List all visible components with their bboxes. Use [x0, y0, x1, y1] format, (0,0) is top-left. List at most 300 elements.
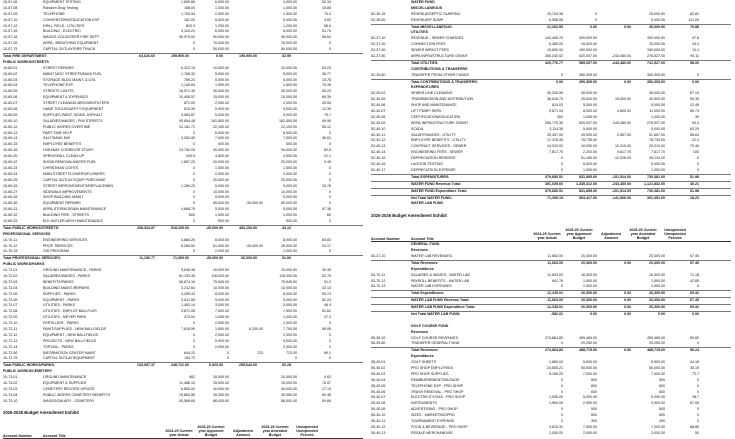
amount-cell: 2,611.65: [181, 297, 195, 302]
amount-cell: 71,000.00: [173, 256, 189, 261]
amount-cell: 0: [697, 162, 699, 167]
amount-cell: 10,000.00: [281, 375, 297, 380]
account-number: 10-57-18: [3, 35, 18, 40]
amount-cell: 50,000.00: [213, 47, 229, 52]
amount-cell: 59.82: [690, 335, 699, 340]
amount-cell: 1,500.00: [651, 278, 665, 283]
amount-cell: 503,417.00: [579, 195, 597, 200]
amount-cell: 1,200.00: [283, 23, 297, 28]
amount-cell: 58.64: [690, 132, 699, 137]
account-title: WATER LAB EXPENSES: [411, 284, 452, 289]
account-number: 10-60-16: [3, 148, 18, 153]
amount-cell: 11,663.00: [547, 260, 563, 265]
account-title: CAPITAL OUTLAY/FIRE TRUCK: [43, 47, 96, 52]
amount-cell: 181,500.00: [279, 118, 297, 123]
amount-cell: 0: [329, 218, 331, 223]
amount-cell: 12,245.01: [547, 305, 563, 310]
amount-cell: 20,300.00: [581, 260, 597, 265]
amount-cell: 0.00: [624, 298, 631, 303]
amount-cell: 0: [193, 218, 195, 223]
account-title: Total Expenditures:: [411, 291, 445, 296]
account-number: 10-60-03: [3, 77, 18, 82]
amount-cell: 5,159.20: [549, 371, 563, 376]
amount-cell: 350,305.00: [647, 79, 665, 84]
amount-cell: 76.39: [322, 83, 331, 88]
account-title: SHOW REMOVAL/WATER FUEL: [43, 160, 97, 165]
total-row: [371, 304, 731, 311]
amount-cell: 89.1: [324, 350, 331, 355]
amount-cell: 0: [697, 167, 699, 172]
table-row: [3, 399, 363, 405]
account-title: SUPPLIES - PARKS: [43, 291, 76, 296]
account-title: Expenditures: [411, 266, 434, 271]
amount-cell: 0.00: [658, 311, 665, 316]
amount-cell: 730,381.00: [647, 174, 665, 179]
account-title: TRANSMISSION AND DISTRIBUTION: [411, 97, 474, 102]
amount-cell: 5,000.00: [215, 195, 229, 200]
account-title: TELEPHONE: [43, 11, 65, 16]
amount-cell: 40.21: [690, 181, 699, 186]
amount-cell: 0: [227, 350, 229, 355]
total-row: [3, 225, 363, 232]
exhibit-title: 2025-2026 Budget Amendment Exhibit: [371, 213, 447, 219]
table-row: [371, 168, 731, 174]
amount-cell: 1,960.00: [549, 401, 563, 406]
account-title: EQUIPMENT REPAIRS: [43, 201, 81, 206]
table-row: [3, 219, 363, 225]
amount-cell: -12,026.00: [613, 156, 631, 161]
amount-cell: -35,000.00: [245, 201, 263, 206]
amount-cell: 22,100.00: [213, 124, 229, 129]
account-title: UTILITIES: [411, 30, 428, 35]
amount-cell: 3,262.80: [181, 136, 195, 141]
amount-cell: 473.04: [184, 315, 195, 320]
amount-cell: 0: [193, 171, 195, 176]
amount-cell: 51.98: [690, 174, 699, 179]
account-title: CONNECTION FEES: [411, 42, 446, 47]
account-title: PRO SHOP EMPLOYEES: [411, 365, 454, 370]
account-title: EQUIPMENT & SUPPLIES: [43, 381, 87, 385]
amount-cell: 47.8: [692, 36, 699, 41]
amount-cell: 2,000.00: [651, 430, 665, 435]
account-title: Revenues: [411, 329, 428, 334]
account-number: 55-40-02: [371, 365, 386, 370]
amount-cell: 5,000.00: [583, 126, 597, 131]
amount-cell: 3,212.64: [181, 285, 195, 290]
account-number: 10-57-09: [3, 11, 18, 16]
column-header: 2025-26 Current year Approved Budget: [565, 227, 593, 240]
amount-cell: 500.00: [218, 218, 229, 223]
amount-cell: 600: [591, 389, 597, 394]
amount-cell: 51.61: [322, 309, 331, 314]
account-title: MAINT MISC STREETS/MUNI FUEL: [43, 71, 103, 76]
amount-cell: 0: [697, 341, 699, 346]
amount-cell: 76.57: [322, 381, 331, 385]
amount-cell: 55.12: [322, 124, 331, 129]
amount-cell: 5,000.00: [283, 107, 297, 112]
amount-cell: 20,000.00: [281, 160, 297, 165]
account-number: 10-57-06: [3, 0, 18, 4]
amount-cell: 15,000.00: [649, 42, 665, 47]
account-number: 52-40-06: [371, 103, 386, 108]
account-title: UTILITIES - MEYER PARK: [43, 315, 87, 320]
account-title: BENEFITS/PARKS: [43, 279, 74, 284]
total-row: [371, 290, 731, 297]
amount-cell: 57.45: [690, 260, 699, 265]
amount-cell: 1,500.00: [215, 165, 229, 170]
account-title: Total PUBLIC WORKS/PARKS:: [3, 363, 55, 368]
amount-cell: 60.32: [690, 291, 699, 296]
account-number: 52-37-50: [371, 54, 386, 59]
amount-cell: 500.00: [286, 218, 297, 223]
amount-cell: 25,000.00: [581, 97, 597, 102]
amount-cell: 20,310.00: [649, 144, 665, 149]
amount-cell: 391,451.00: [647, 195, 665, 200]
amount-cell: 11,603.00: [547, 272, 563, 277]
amount-cell: 5,000.00: [215, 297, 229, 302]
amount-cell: -35,000.00: [205, 225, 223, 230]
column-header: Account Title: [43, 434, 66, 439]
account-title: TOURNAMENT EXPENSE: [411, 419, 455, 423]
amount-cell: 89.74: [690, 109, 699, 114]
amount-cell: 1,763.94: [181, 11, 195, 16]
amount-cell: 1,690.68: [181, 0, 195, 4]
amount-cell: 6,000.00: [283, 130, 297, 135]
account-title: PAYROLL BENEFITS - WATER LAB: [411, 278, 470, 283]
account-number: 10-73-04: [3, 392, 18, 397]
amount-cell: 0: [193, 41, 195, 46]
amount-cell: 43.12: [282, 225, 291, 230]
account-number: 55-40-13: [371, 430, 386, 435]
amount-cell: 10,000.00: [213, 268, 229, 273]
total-row: [371, 260, 731, 267]
amount-cell: 350,305.00: [579, 72, 597, 77]
account-number: 10-72-04: [3, 285, 18, 290]
account-title: SALARIES/WAGES - P/W STREETS: [43, 118, 103, 123]
amount-cell: 462: [189, 375, 195, 380]
amount-cell: 9.49: [324, 160, 331, 165]
amount-cell: 55,000.00: [649, 365, 665, 370]
account-number: 53-70-12: [371, 278, 386, 283]
account-title: Expenditures: [411, 354, 434, 359]
amount-cell: 1,289.20: [181, 183, 195, 188]
amount-cell: -101,514.00: [611, 174, 631, 179]
amount-cell: 2,000.00: [283, 101, 297, 106]
amount-cell: 0: [329, 130, 331, 135]
amount-cell: 181,500.00: [211, 118, 229, 123]
amount-cell: 6,000.00: [215, 0, 229, 4]
amount-cell: 5,000.00: [283, 207, 297, 212]
account-number: 52-37-10: [371, 36, 386, 41]
amount-cell: 0.00: [624, 311, 631, 316]
account-title: ARPA - BREATHING EQUIPMENT: [43, 41, 99, 46]
amount-cell: 79.7: [324, 112, 331, 117]
amount-cell: 15,000.00: [213, 381, 229, 385]
account-number: 10-60-28: [3, 195, 18, 200]
account-number: 52-40-02: [371, 91, 386, 96]
amount-cell: 5,000.00: [283, 183, 297, 188]
amount-cell: 11,486.10: [179, 381, 195, 385]
amount-cell: 100: [693, 150, 699, 155]
amount-cell: 150,000.00: [647, 48, 665, 53]
account-number: 10-72-07: [3, 303, 18, 308]
amount-cell: 10,000.00: [213, 189, 229, 194]
amount-cell: 50,000.00: [281, 201, 297, 206]
amount-cell: 5,000.00: [283, 338, 297, 343]
account-title: WAGES/SALARY - CEMETERY: [43, 398, 95, 403]
account-number: 53-70-13: [371, 284, 386, 289]
amount-cell: 0: [561, 419, 563, 423]
account-title: PROJECTS - NEW BALLFIELDS: [43, 338, 97, 343]
amount-cell: 5,500.00: [583, 360, 597, 365]
amount-cell: 0: [329, 201, 331, 206]
total-row: [371, 174, 731, 181]
amount-cell: 2,500.00: [583, 284, 597, 289]
account-title: EQUIPMENT - PARKS: [43, 297, 80, 302]
account-title: SUPPLIES-PAINT, SIGNS, ASPHALT: [43, 112, 103, 117]
account-title: ADVERTISING - PRO SHOP: [411, 407, 458, 412]
amount-cell: 60.83: [322, 237, 331, 242]
amount-cell: 2,000.00: [283, 249, 297, 254]
amount-cell: 2,857.00: [617, 132, 631, 137]
amount-cell: 0: [193, 130, 195, 135]
amount-cell: 0: [329, 195, 331, 200]
amount-cell: 10,000.00: [213, 285, 229, 290]
amount-cell: 0: [329, 332, 331, 337]
account-number: 10-72-75: [3, 356, 18, 361]
amount-cell: 39,350.00: [281, 392, 297, 397]
amount-cell: 40,000.00: [213, 386, 229, 391]
amount-cell: 45,000.00: [649, 91, 665, 96]
account-number: 52-40-07: [371, 109, 386, 114]
account-title: DEPRECIATION EXPENSE: [411, 167, 456, 172]
amount-cell: 723.00: [286, 350, 297, 355]
amount-cell: 300,000.00: [579, 36, 597, 41]
amount-cell: 15,000.00: [281, 381, 297, 385]
account-title: SEWER IMPACT FEES: [411, 48, 449, 53]
account-number: 52-40-05: [371, 97, 386, 102]
section-title: PROFESSIONAL SERVICES: [3, 231, 51, 236]
amount-cell: 70.88: [690, 24, 699, 29]
amount-cell: 29,250.00: [649, 341, 665, 346]
table-row: [371, 284, 731, 290]
account-number: 53-37-10: [371, 253, 386, 258]
amount-cell: 5,000.00: [215, 183, 229, 188]
amount-cell: 22.2: [692, 138, 699, 143]
account-title: ARPA-STORM DRAIN MAINTENANCE: [43, 207, 106, 212]
amount-cell: 46.61: [322, 136, 331, 141]
amount-cell: 62.29: [690, 126, 699, 131]
account-title: CONVENTIONS/EDUCATION EXP: [43, 17, 100, 22]
amount-cell: 30,000.00: [281, 148, 297, 153]
amount-cell: 831,895.00: [579, 174, 597, 179]
amount-cell: 483,100.00: [239, 225, 257, 230]
amount-cell: 29,250.00: [581, 341, 597, 346]
table-row: [371, 18, 731, 24]
amount-cell: 0: [697, 419, 699, 423]
account-title: STREET IMPROVEMENTS/REPLACEMEN: [43, 183, 114, 188]
amount-cell: 7,817.70: [549, 150, 563, 155]
amount-cell: 0: [697, 413, 699, 418]
amount-cell: 22,100.00: [281, 124, 297, 129]
amount-cell: 488,715.00: [647, 348, 665, 353]
amount-cell: 789.24: [184, 77, 195, 82]
amount-cell: 0.00: [216, 54, 223, 59]
amount-cell: 5,000.00: [215, 207, 229, 212]
amount-cell: 2,000.00: [215, 332, 229, 337]
table-row: [3, 47, 363, 53]
account-number: 53-70-11: [371, 272, 386, 277]
account-number: 52-36-15: [371, 11, 386, 16]
account-number: 10-73-03: [3, 386, 18, 391]
amount-cell: 50,975.00: [179, 35, 195, 40]
amount-cell: 181.00: [184, 17, 195, 22]
amount-cell: 3,871.06: [181, 309, 195, 314]
amount-cell: 32.99: [282, 54, 291, 59]
account-title: LIFT PUMP/ SERV: [411, 109, 442, 114]
amount-cell: 0.00: [590, 24, 597, 29]
account-title: GOLF SHEETS: [411, 360, 437, 365]
account-title: HAND TOOLS/SAFETY EQUIPMENT: [43, 107, 104, 112]
amount-cell: 0: [329, 189, 331, 194]
exhibit-title: 2025-2026 Budget Amendment Exhibit: [3, 410, 79, 416]
account-title: PAINT/SUPPLIES - NEW BALLFIELDS: [43, 326, 106, 331]
right-column: [371, 0, 731, 435]
amount-cell: 64,626.60: [139, 54, 155, 59]
amount-cell: 7,000.00: [215, 136, 229, 141]
amount-cell: 68,000.00: [213, 398, 229, 403]
account-number: 10-72-09: [3, 315, 18, 320]
amount-cell: 78,739.00: [581, 138, 597, 143]
table-row: [371, 73, 731, 79]
amount-cell: 0: [295, 356, 297, 361]
amount-cell: 90,654.48: [179, 118, 195, 123]
account-title: STORAGE BLDG MAINT. & UTIL: [43, 77, 97, 82]
account-number: 52-40-12: [371, 138, 386, 143]
total-row: [371, 60, 731, 67]
amount-cell: 0: [561, 162, 563, 167]
amount-cell: 0.00: [624, 24, 631, 29]
amount-cell: 47.3: [324, 315, 331, 320]
account-title: Random Drug Testing: [43, 5, 78, 10]
amount-cell: 40,500.00: [649, 97, 665, 102]
amount-cell: 208,334.57: [137, 225, 155, 230]
amount-cell: 4,299.43: [181, 291, 195, 296]
amount-cell: 7,500.00: [283, 309, 297, 314]
amount-cell: 379,680.51: [545, 188, 563, 193]
amount-cell: 0: [193, 165, 195, 170]
amount-cell: 43.2: [692, 42, 699, 47]
account-number: 55-40-01: [371, 360, 386, 365]
account-number: 52-40-16: [371, 162, 386, 167]
total-row: [3, 53, 363, 60]
account-number: 10-60-08: [3, 107, 18, 112]
amount-cell: 53.23: [322, 65, 331, 70]
account-title: RESALE MERCHANDISE: [411, 430, 453, 435]
amount-cell: 5,000.00: [283, 195, 297, 200]
amount-cell: 10,000.00: [281, 189, 297, 194]
account-number: 10-73-10: [3, 398, 18, 403]
amount-cell: 30: [695, 114, 699, 119]
account-number: 52-40-09: [371, 120, 386, 125]
amount-cell: 20,300.00: [649, 305, 665, 310]
amount-cell: 985,007.00: [579, 60, 597, 65]
table-row: [371, 254, 731, 260]
account-title: DRILL FIELD - UTILITIES: [43, 23, 85, 28]
amount-cell: 429,776.77: [545, 60, 563, 65]
amount-cell: 5,000.00: [283, 71, 297, 76]
amount-cell: 7,000.00: [651, 424, 665, 429]
amount-cell: 20,300.00: [581, 305, 597, 310]
amount-cell: 49.95: [322, 118, 331, 123]
table-row: [3, 249, 363, 255]
amount-cell: 17.13: [322, 386, 331, 391]
amount-cell: -582.01: [550, 311, 563, 316]
amount-cell: 61,000.00: [213, 243, 229, 248]
account-title: REVENUE/SEPTIC DUMPING: [411, 11, 461, 16]
account-number: 10-57-75: [3, 47, 18, 52]
amount-cell: 15,704.38: [547, 11, 563, 16]
account-number: 52-37-30: [371, 48, 386, 53]
amount-cell: 7,000.00: [583, 424, 597, 429]
account-title: TELEPHONE EXP.: [43, 83, 74, 88]
amount-cell: 42.85: [690, 278, 699, 283]
amount-cell: 4,866.25: [181, 237, 195, 242]
amount-cell: 20,300.00: [649, 260, 665, 265]
account-title: PUBLIC WORKS OVERTIME: [43, 124, 91, 129]
amount-cell: 5,000.00: [215, 112, 229, 117]
amount-cell: 6,850.00: [181, 386, 195, 391]
amount-cell: 39,350.00: [213, 392, 229, 397]
amount-cell: 0: [561, 341, 563, 346]
account-title: MISCELLANEOUS: [411, 5, 443, 10]
amount-cell: 7,500.00: [215, 309, 229, 314]
amount-cell: 58.00: [690, 60, 699, 65]
amount-cell: 40,000.00: [281, 386, 297, 391]
account-number: 10-57-10: [3, 17, 18, 22]
total-row: [3, 362, 363, 369]
amount-cell: 1,335,312.00: [576, 181, 597, 186]
total-row: [371, 24, 731, 31]
amount-cell: 52.23: [322, 297, 331, 302]
amount-cell: 90,000.00: [281, 35, 297, 40]
account-number: 52-40-11: [371, 132, 386, 137]
amount-cell: 0: [595, 11, 597, 16]
account-number: 55-40-03: [371, 371, 386, 376]
amount-cell: 7,817.70: [651, 150, 665, 155]
amount-cell: 1,000.00: [283, 315, 297, 320]
amount-cell: 20,300.00: [581, 291, 597, 296]
amount-cell: 5,000.00: [215, 17, 229, 22]
amount-cell: 95.35: [690, 97, 699, 102]
account-title: WATER LAB FUND Expenditure Total:: [411, 305, 476, 310]
amount-cell: 300: [557, 114, 563, 119]
account-title: UTILITIES - PARKS: [43, 303, 75, 308]
amount-cell: 0: [561, 167, 563, 172]
amount-cell: 6,923.00: [209, 363, 223, 368]
account-number: 10-60-05: [3, 89, 18, 94]
amount-cell: 20,300.00: [581, 253, 597, 258]
amount-cell: -35,000.00: [245, 243, 263, 248]
amount-cell: 500: [659, 407, 665, 412]
account-number: 10-60-04: [3, 83, 18, 88]
section-title: PUBLIC WORKS/STREETS: [3, 59, 49, 64]
amount-cell: 0: [329, 344, 331, 349]
account-number: 10-60-09: [3, 112, 18, 117]
amount-cell: 13.1: [692, 48, 699, 53]
account-number: 52-40-14: [371, 150, 386, 155]
amount-cell: 154.72: [184, 356, 195, 361]
